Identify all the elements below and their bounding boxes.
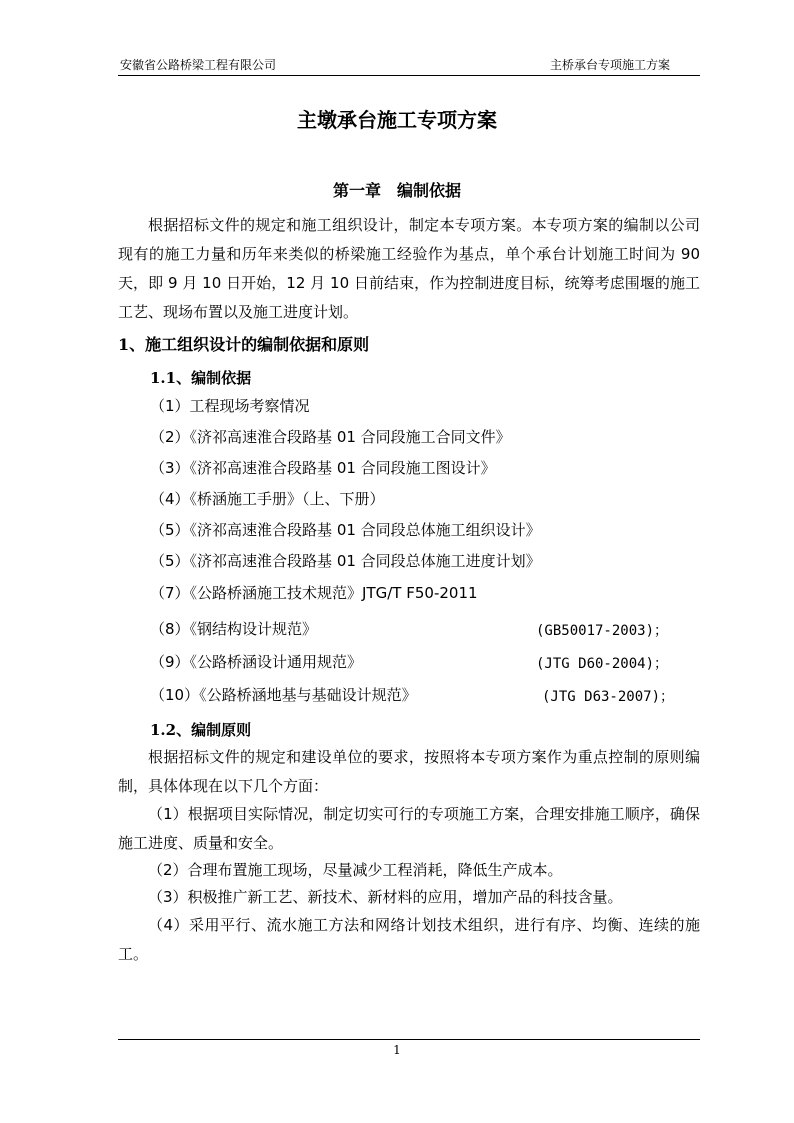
standard-name: （8）《钢结构设计规范》 — [150, 620, 318, 638]
basis-item: （5）《济祁高速淮合段路基 01 合同段总体施工组织设计》 — [150, 521, 541, 539]
page-number: 1 — [393, 1043, 401, 1057]
principle-item: （2）合理布置施工现场，尽量减少工程消耗，降低生产成本。 — [148, 861, 563, 879]
intro-paragraph: 根据招标文件的规定和施工组织设计，制定本专项方案。本专项方案的编制以公司现有的施工力量和历年来类似的桥梁施工经验作为基点，单个承台计划施工时间为 90 天，即 9 月 10 日开始，12 月 10 日前结束，作为控制进度目标，统筹考虑围堰的施工工艺、现场布置以及施工进度计划。 — [118, 216, 700, 321]
standard-code: (GB50017-2003)； — [536, 623, 669, 639]
basis-item: （1）工程现场考察情况 — [150, 397, 310, 415]
section-heading-1-2: 1.2、编制原则 — [150, 721, 252, 739]
basis-item: （5）《济祁高速淮合段路基 01 合同段总体施工进度计划》 — [150, 552, 541, 570]
standard-code: (JTG D60-2004)； — [536, 656, 669, 672]
footer-divider — [118, 1039, 700, 1040]
standard-name: （9）《公路桥涵设计通用规范》 — [150, 653, 363, 671]
header-doc-name: 主桥承台专项施工方案 — [549, 58, 670, 72]
document-title: 主墩承台施工专项方案 — [297, 108, 497, 132]
principle-item: （1）根据项目实际情况，制定切实可行的专项施工方案，合理安排施工顺序，确保施工进度、质量和安全。 — [118, 805, 700, 852]
principle-item: （4）采用平行、流水施工方法和网络计划技术组织，进行有序、均衡、连续的施工。 — [118, 916, 700, 963]
header-company: 安徽省公路桥梁工程有限公司 — [120, 58, 277, 72]
standard-code: (JTG D63-2007)； — [542, 689, 675, 705]
principle-item: （3）积极推广新工艺、新技术、新材料的应用，增加产品的科技含量。 — [148, 888, 623, 906]
page-header — [118, 57, 700, 76]
basis-item: （4）《桥涵施工手册》（上、下册） — [150, 490, 385, 508]
basis-item: （2）《济祁高速淮合段路基 01 合同段施工合同文件》 — [150, 428, 511, 446]
basis-item: （7）《公路桥涵施工技术规范》JTG/T F50-2011 — [150, 584, 478, 602]
principle-intro: 根据招标文件的规定和建设单位的要求，按照将本专项方案作为重点控制的原则编制，具体体现在以下几个方面： — [118, 748, 700, 795]
chapter-heading: 第一章 编制依据 — [332, 181, 461, 200]
section-heading-1-1: 1.1、编制依据 — [150, 369, 252, 387]
standard-name: （10）《公路桥涵地基与基础设计规范》 — [150, 686, 417, 704]
section-heading-1: 1、施工组织设计的编制依据和原则 — [118, 335, 370, 354]
basis-item: （3）《济祁高速淮合段路基 01 合同段施工图设计》 — [150, 459, 496, 477]
